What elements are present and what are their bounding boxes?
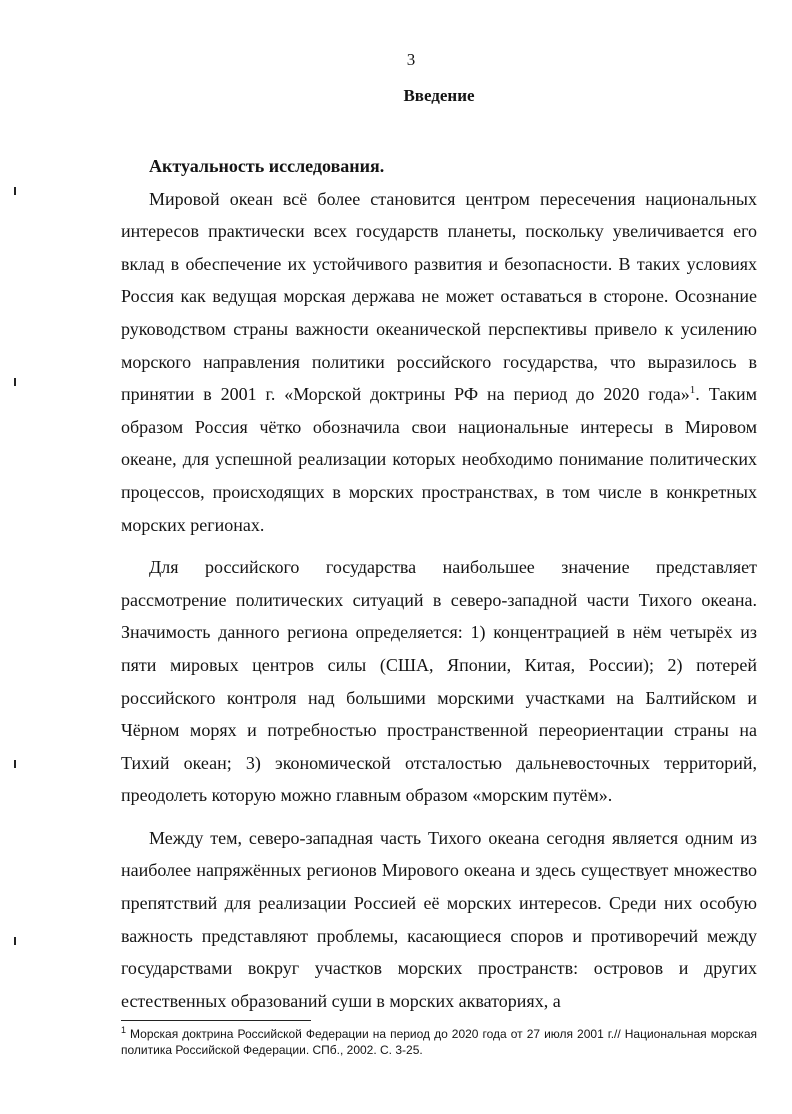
footnote-text: Морская доктрина Российской Федерации на период до 2020 года от 27 июля 2001 г.// Национальная морская политика Российской Федерации. СПб., 2002. С. 3-25.: [121, 1027, 757, 1057]
main-text: [121, 150, 757, 1017]
paragraph-1: [121, 183, 757, 542]
paragraph-1-text: Мировой океан всё более становится центром пересечения национальных интересов практически всех государств планеты, поскольку увеличивается его вклад в обеспечение их устойчивого развития и безопасности. В таких условиях Россия как ведущая морская держава не может оставаться в стороне. Осознание руководством страны важности океанической перспективы привело к усилению морского направления политики российского государства, что выразилось в принятии в 2001 г. «Морской доктрины РФ на период до 2020 года»: [121, 188, 757, 405]
footnote: [121, 1026, 757, 1058]
paragraph-3: Между тем, северо-западная часть Тихого океана сегодня является одним из наиболее напряжённых регионов Мирового океана и здесь существует множество препятствий для реализации Россией её морских интересов. Среди них особую важность представляют проблемы, касающиеся споров и противоречий между государствами вокруг участков морских пространств: островов и других естественных образований суши в морских акваториях, а: [121, 827, 757, 1011]
scan-mark: [14, 937, 16, 945]
section-heading: Актуальность исследования.: [149, 156, 385, 176]
paragraph-1-text-cont: . Таким образом Россия чётко обозначила свои национальные интересы в Мировом океане, для успешной реализации которых необходимо понимание политических процессов, происходящих в морских пространствах, в том числе в конкретных морских регионах.: [121, 384, 757, 535]
footnote-ref: 1: [689, 384, 696, 397]
scan-mark: [14, 378, 16, 386]
footnote-divider: [121, 1020, 311, 1021]
paragraph-2: Для российского государства наибольшее значение представляет рассмотрение политических ситуаций в северо-западной части Тихого океана. Значимость данного региона определяется: 1) концентрацией в нём четырёх из пяти мировых центров силы (США, Японии, Китая, России); 2) потерей российского контроля над большими морскими участками на Балтийском и Чёрном морях и потребностью пространственной переориентации страны на Тихий океан; 3) экономической отсталостью дальневосточных территорий, преодолеть которую можно главным образом «морским путём».: [121, 557, 757, 806]
scan-mark: [14, 187, 16, 195]
footnote-marker: 1: [121, 1025, 127, 1035]
scan-mark: [14, 760, 16, 768]
page-title: Введение: [403, 86, 475, 105]
page-number: 3: [406, 50, 416, 69]
